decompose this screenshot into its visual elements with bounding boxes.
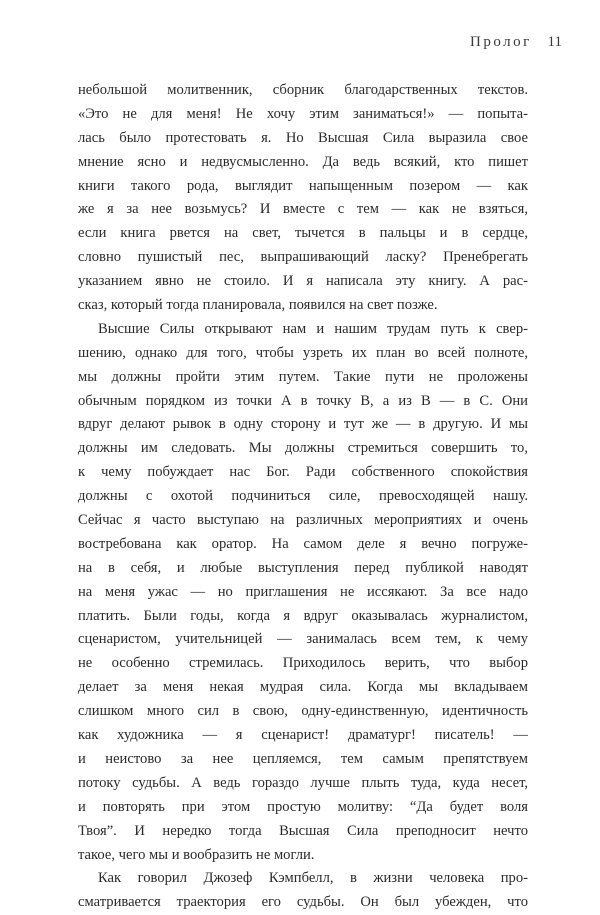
text-line: указанием явно не стоило. И я написала эту книгу. А рас- [78, 273, 528, 290]
text-line: слишком много сил в свою, одну-единственную, идентичность [78, 703, 528, 720]
text-line: лась было протестовать я. Но Высшая Сила выразила свое [78, 129, 528, 146]
text-line: такое, чего мы и вообразить не могли. [78, 846, 315, 863]
text-line: на меня ужас — но приглашения не иссякают. За все надо [78, 583, 528, 600]
text-line: шению, однако для того, чтобы узреть их план во всей полноте, [78, 344, 528, 361]
text-line: словно пушистый пес, выпрашивающий ласку? Пренебрегать [78, 249, 528, 266]
text-line: Твоя”. И нередко тогда Высшая Сила преподносит нечто [78, 822, 528, 839]
text-line: на в себя, и любые выступления перед публикой наводят [78, 559, 528, 576]
page-number: 11 [547, 34, 562, 50]
text-line: же я за нее возьмусь? И вместе с тем — как не взяться, [78, 201, 528, 218]
section-title: Пролог [470, 34, 532, 50]
text-line: должны им следовать. Мы должны стремиться совершить то, [78, 440, 528, 457]
text-line: не особенно стремилась. Приходилось верить, что выбор [78, 655, 528, 672]
body-text [78, 79, 528, 915]
text-line: должны с охотой подчиниться силе, превосходящей нашу. [78, 488, 528, 505]
running-head [470, 34, 562, 51]
text-line: книги такого рода, выглядит напыщенным позером — как [78, 177, 528, 194]
text-line: как художника — я сценарист! драматург! писатель! — [78, 727, 528, 744]
text-line: сказ, который тогда планировала, появился на свет позже. [78, 297, 438, 314]
text-line: сценаристом, учительницей — занималась всем тем, к чему [78, 631, 528, 648]
text-line: к чему побуждает нас Бог. Ради собственного спокойствия [78, 464, 528, 481]
text-line: и повторять при этом простую молитву: “Да будет воля [78, 798, 528, 815]
text-line: мы должны пройти этим путем. Такие пути не проложены [78, 368, 528, 385]
text-line: сматривается траектория его судьбы. Он был убежден, что [78, 894, 528, 911]
text-line: платить. Были годы, когда я вдруг оказывалась журналистом, [78, 607, 528, 624]
text-line: мнение ясно и недвусмысленно. Да ведь всякий, кто пишет [78, 153, 528, 170]
text-line: небольшой молитвенник, сборник благодарственных текстов. [78, 82, 528, 98]
text-line: если книга рвется на свет, тычется в пальцы и в сердце, [78, 225, 528, 242]
text-line: обычным порядком из точки А в точку В, а из В — в С. Они [78, 392, 528, 409]
text-line: «Это не для меня! Не хочу этим заниматься!» — попыта- [78, 105, 528, 122]
text-line: потоку судьбы. А ведь гораздо лучше плыть туда, куда несет, [78, 774, 528, 791]
text-line: и неистово за нее цепляемся, тем самым препятствуем [78, 750, 528, 767]
text-line: Как говорил Джозеф Кэмпбелл, в жизни человека про- [98, 870, 528, 887]
text-line: вдруг делают рывок в одну сторону и тут же — в другую. И мы [78, 416, 528, 433]
text-line: Высшие Силы открывают нам и нашим трудам путь к свер- [98, 320, 528, 337]
text-line: востребована как оратор. На самом деле я вечно погруже- [78, 535, 528, 552]
text-line: Сейчас я часто выступаю на различных мероприятиях и очень [78, 512, 528, 529]
text-line: делает за меня некая мудрая сила. Когда мы вкладываем [78, 679, 528, 696]
